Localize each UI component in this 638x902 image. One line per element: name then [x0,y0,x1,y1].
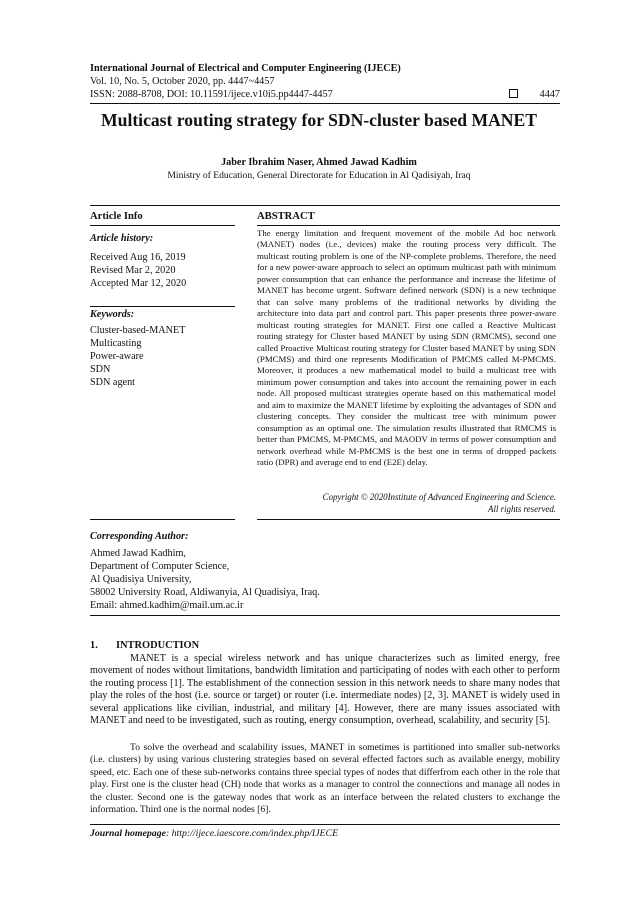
keyword-item: SDN agent [90,377,135,388]
corresponding-university: Al Quadisiya University, [90,574,192,585]
intro-paragraph-text: To solve the overhead and scalability issues, MANET in sometimes is partitioned into smaller sub-networks (i.e. clusters) by using various clustering strategies based on several effected factors such as available energy, mobility speed, etc. Each one of these sub-networks contains three special types of nodes that differfrom each other in the role that play. First one is the cluster head (CH) node that works as a manager to control the connections and manage all nodes in the cluster. Second one is the gateway nodes that work as an interface between the related clusters to exchange the information. Third one is the normal nodes [6]. [90,742,560,816]
volume-line: Vol. 10, No. 5, October 2020, pp. 4447~4457 [90,76,275,87]
authors: Jaber Ibrahim Naser, Ahmed Jawad Kadhim [221,157,417,168]
copyright-notice [257,492,556,515]
keyword-item: Cluster-based-MANET [90,325,186,336]
journal-homepage [90,828,338,839]
page-number: 4447 [539,89,560,100]
abstract-rule [257,225,560,226]
corresponding-name: Ahmed Jawad Kadhim, [90,548,186,559]
corresponding-details [90,547,320,612]
keywords-rule [90,519,235,520]
history-received: Received Aug 16, 2019 [90,252,186,263]
section-rule [90,205,560,206]
square-icon [509,89,518,98]
keyword-item: Multicasting [90,338,142,349]
intro-paragraph-text: MANET is a special wireless network and has unique characterizes such as limited energy, free movement of nodes without limitations, bandwidth limitation and participating of nodes with each other to perform the routing process [1]. The establishment of the connection session in this network needs to share many nodes that play the roles of the host (i.e. source or target) or router (i.e. intermediate nodes) [2, 3]. MANET is widely used in several applications like civilian, industrial, and military [4]. However, there are many issues associated with MANET and need to be investigated, such as routing, energy consumption, overhead, scalability, and security [5]. [90,653,560,727]
copyright-line: All rights reserved. [488,503,556,514]
intro-paragraph [90,742,560,816]
abstract-label: ABSTRACT [257,211,315,222]
corresponding-label: Corresponding Author: [90,531,189,542]
article-info-label: Article Info [90,211,143,222]
history-label: Article history: [90,233,154,244]
affiliation: Ministry of Education, General Directorate for Education in Al Qadisiyah, Iraq [167,170,471,181]
corresponding-end-rule [90,615,560,616]
section-number: 1. [90,640,98,651]
corresponding-email[interactable]: Email: ahmed.kadhim@mail.um.ac.ir [90,600,244,611]
keywords-label: Keywords: [90,309,135,320]
keyword-item: SDN [90,364,111,375]
corresponding-department: Department of Computer Science, [90,561,230,572]
history-accepted: Accepted Mar 12, 2020 [90,278,187,289]
history-rule [90,306,235,307]
article-info-rule [90,225,235,226]
abstract-text: The energy limitation and frequent movement of the mobile Ad hoc network (MANET) nodes (i.e., devices) make the routing process very difficult. The multicast routing problem is one of the NP-complete problems. Therefore, the need for a new power-aware approach to select an optimum multicast path with minimum power consumption that can enhance the performance and increase the lifetime of MANET has become urgent. Software defined network (SDN) is a new technique that can solve many problems of the traditional networks by dividing the architecture into data part and control part. This paper presents three power-aware multicast routing strategies for MANET. First one called a Reactive Multicast routing strategy for Cluster based MANET by using SDN (RMCMS), second one called Proactive Multicast routing strategy for Cluster based MANET by using SDN (PMCMS) and third one represents Modification of PMCMS called M-PMCMS. Moreover, it produces a new mathematical model to build a multicast tree with minimum power consumption and takes into account the remaining power in each node. All proposed multicast strategies operate based on this mathematical model and aim to maximize the MANET lifetime by exploiting the advantages of SDN and clustering concepts. They consider the multicast tree with minimum power consumption as an optimal one. The simulation results illustrated that RMCMS is better than PMCMS, M-PMCMS, and MAODV in terms of power consumption and network overhead while M-PMCMS is the best one in terms of dropped packets ratio (DPR) and average end to end (E2E) delay. [257,228,556,468]
issn-line: ISSN: 2088-8708, DOI: 10.11591/ijece.v10i5.pp4447-4457 [90,89,333,100]
journal-name: International Journal of Electrical and Computer Engineering (IJECE) [90,63,401,74]
intro-paragraph [90,653,560,727]
section-title: INTRODUCTION [116,640,200,651]
header-rule [90,103,560,104]
corresponding-address: 58002 University Road, Aldiwanyia, Al Quadisiya, Iraq. [90,587,320,598]
abstract-end-rule [257,519,560,520]
journal-header [90,62,560,101]
section-heading [90,640,199,651]
homepage-label: Journal homepage [90,828,166,839]
history-revised: Revised Mar 2, 2020 [90,265,176,276]
paper-title: Multicast routing strategy for SDN-cluster based MANET [101,110,537,130]
copyright-line: Copyright © 2020Institute of Advanced Engineering and Science. [322,492,556,502]
footer-rule [90,824,560,825]
homepage-link[interactable]: : http://ijece.iaescore.com/index.php/IJECE [165,828,339,839]
keyword-item: Power-aware [90,351,144,362]
